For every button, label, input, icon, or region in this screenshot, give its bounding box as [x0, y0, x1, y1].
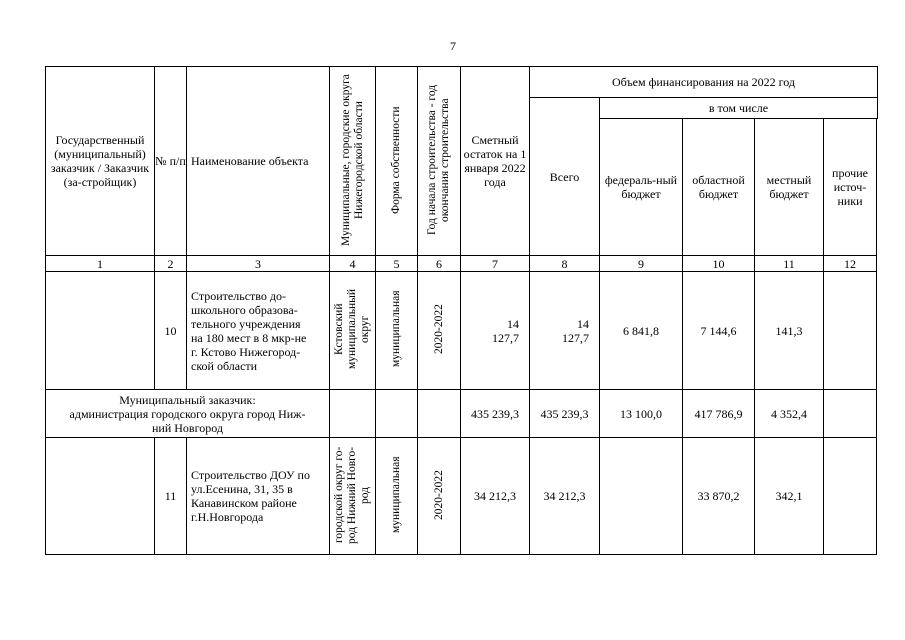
- ownership-cell: муниципальная: [376, 438, 418, 555]
- district-cell: городской округ го- род Нижний Новго- род: [330, 438, 376, 555]
- regional-cell: 33 870,2: [683, 438, 755, 555]
- header-years: Год начала строительства - год окончания строительства: [418, 67, 461, 256]
- regional-cell: 417 786,9: [683, 390, 755, 438]
- column-number: 4: [330, 256, 376, 272]
- row-number-cell: 10: [155, 272, 187, 390]
- header-estimate: Сметный остаток на 1 января 2022 года: [461, 67, 530, 256]
- federal-cell: 6 841,8: [600, 272, 683, 390]
- header-total: Всего: [530, 98, 600, 256]
- header-federal: федераль-ный бюджет: [600, 119, 683, 256]
- other-cell: [824, 390, 877, 438]
- column-number: 12: [824, 256, 877, 272]
- column-number: 11: [755, 256, 824, 272]
- other-cell: [824, 272, 877, 390]
- total-cell: 435 239,3: [530, 390, 600, 438]
- column-number: 6: [418, 256, 461, 272]
- column-number: 10: [683, 256, 755, 272]
- header-including: в том числе: [600, 98, 878, 119]
- header-local: местный бюджет: [755, 119, 824, 256]
- customer-label: Муниципальный заказчик: администрация городского округа город Ниж- ний Новгород: [46, 390, 330, 438]
- header-district: Муниципальные, городские округа Нижегородской области: [330, 67, 376, 256]
- column-number: 5: [376, 256, 418, 272]
- empty-cell: [330, 390, 376, 438]
- row-customer-cell: [46, 272, 155, 390]
- column-number: 8: [530, 256, 600, 272]
- column-number: 1: [46, 256, 155, 272]
- column-number-row: [46, 256, 878, 272]
- total-cell: 34 212,3: [530, 438, 600, 555]
- financing-table: [45, 66, 878, 555]
- district-cell: Кстовский муниципальный округ: [330, 272, 376, 390]
- header-ownership: Форма собственности: [376, 67, 418, 256]
- empty-cell: [418, 390, 461, 438]
- header-customer: Государственный (муниципальный) заказчик / Заказчик (за-стройщик): [46, 67, 155, 256]
- header-funding-group: Объем финансирования на 2022 год: [530, 67, 878, 98]
- total-cell: 14 127,7: [530, 272, 600, 390]
- table-row: [46, 272, 878, 390]
- header-num: № п/п: [155, 67, 187, 256]
- row-customer-cell: [46, 438, 155, 555]
- local-cell: 141,3: [755, 272, 824, 390]
- federal-cell: 13 100,0: [600, 390, 683, 438]
- header-regional: областной бюджет: [683, 119, 755, 256]
- column-number: 3: [187, 256, 330, 272]
- regional-cell: 7 144,6: [683, 272, 755, 390]
- estimate-cell: 34 212,3: [461, 438, 530, 555]
- table-row: [46, 438, 878, 555]
- page-number: 7: [450, 39, 456, 53]
- estimate-cell: 14 127,7: [461, 272, 530, 390]
- years-cell: 2020-2022: [418, 272, 461, 390]
- years-cell: 2020-2022: [418, 438, 461, 555]
- ownership-cell: муниципальная: [376, 272, 418, 390]
- row-number-cell: 11: [155, 438, 187, 555]
- estimate-cell: 435 239,3: [461, 390, 530, 438]
- header-object-name: Наименование объекта: [187, 67, 330, 256]
- other-cell: [824, 438, 877, 555]
- column-number: 7: [461, 256, 530, 272]
- customer-summary-row: [46, 390, 878, 438]
- object-name-cell: Строительство ДОУ по ул.Есенина, 31, 35 в Канавинском районе г.Н.Новгорода: [187, 438, 330, 555]
- local-cell: 4 352,4: [755, 390, 824, 438]
- column-number: 2: [155, 256, 187, 272]
- column-number: 9: [600, 256, 683, 272]
- header-other: прочие источ-ники: [824, 119, 877, 256]
- local-cell: 342,1: [755, 438, 824, 555]
- object-name-cell: Строительство до- школьного образова- тельного учреждения на 180 мест в 8 мкр-не г. Кстово Нижегород- ской области: [187, 272, 330, 390]
- federal-cell: [600, 438, 683, 555]
- empty-cell: [376, 390, 418, 438]
